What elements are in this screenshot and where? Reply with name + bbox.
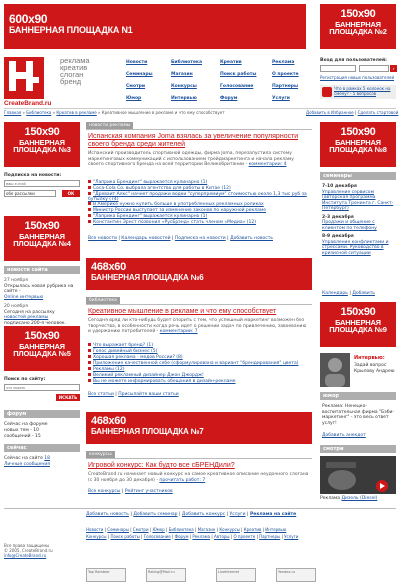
footer-nav-link[interactable]: Партнеры bbox=[259, 534, 281, 539]
counter-rambler[interactable]: Top Rambler bbox=[86, 568, 126, 582]
bullet-icon bbox=[88, 343, 91, 346]
seminars-header: семинары bbox=[320, 172, 396, 180]
interview-title: Интервью: bbox=[354, 355, 385, 361]
slogan-3: слоган bbox=[60, 70, 84, 79]
library-item-link[interactable]: Что выражает бренд? (1) bbox=[93, 343, 153, 348]
counter-liveinternet[interactable]: LiveInternet bbox=[216, 568, 256, 582]
help-title: Что в рамках 5 колонок на смену? - 5 вопросов bbox=[334, 86, 391, 96]
news-item-link[interactable]: "Древаит Алкс" начнет продажи водки "суперпремиум" стоимостью около 1,3 тыс руб за бутылку (74) bbox=[88, 192, 307, 202]
footer-nav-link[interactable]: Интервью bbox=[265, 527, 287, 532]
banner-text-2: ПЛОЩАДКА №5 bbox=[13, 349, 71, 359]
banner-9[interactable] bbox=[320, 302, 396, 347]
site-news-date-1: 27 ноября bbox=[4, 278, 28, 283]
banner-text-1: БАННЕРНАЯ bbox=[335, 19, 381, 29]
help-icon bbox=[322, 87, 332, 97]
nav-shop[interactable]: Магазин bbox=[171, 72, 193, 77]
nav-forum[interactable]: Форум bbox=[220, 96, 238, 101]
seminar-date-2: 2-3 декабря bbox=[322, 214, 354, 220]
library-item-link[interactable]: Голос дивейный бизнес (5) bbox=[93, 349, 158, 354]
help-box[interactable] bbox=[320, 85, 396, 99]
bullet-icon bbox=[88, 373, 91, 376]
nav-vote[interactable]: Голосование bbox=[220, 84, 254, 89]
footer-nav-link[interactable]: Конкурсы bbox=[219, 527, 240, 532]
footer-advertising[interactable]: Реклама на сайте bbox=[249, 512, 297, 517]
banner-size: 150x90 bbox=[24, 126, 60, 138]
library-intro bbox=[88, 318, 310, 335]
watch-header: смотри bbox=[320, 445, 396, 453]
subscribe-select-value: обе рассылки bbox=[6, 191, 35, 196]
footer-nav-link[interactable]: Креатив bbox=[243, 527, 262, 532]
banner-size: 600x90 bbox=[9, 12, 48, 26]
news-footer: Все новости | Календарь новостей | Подписка на новости | Добавить новость bbox=[88, 236, 273, 241]
news-item[interactable] bbox=[88, 192, 310, 202]
banner-text: БАННЕРНАЯ ПЛОЩАДКА №6 bbox=[91, 272, 204, 282]
nav-ads[interactable]: Реклама bbox=[272, 60, 295, 65]
bullet-icon bbox=[88, 208, 91, 211]
search-input[interactable] bbox=[4, 384, 80, 391]
logo-mark-icon bbox=[4, 57, 44, 99]
footer-nav-link[interactable]: Семинары bbox=[107, 527, 129, 532]
library-footer: Все статьи | Присылайте ваши статьи bbox=[88, 392, 179, 397]
nav-watch[interactable]: Смотри bbox=[126, 84, 146, 89]
copyright-email[interactable]: info@CreateBrand.ru bbox=[4, 553, 47, 558]
bullet-icon bbox=[88, 192, 91, 195]
person-icon bbox=[320, 353, 350, 387]
library-headline[interactable]: Креативное мышление в рекламе и что ему способствует bbox=[88, 308, 277, 315]
copyright-rights: Все права защищены bbox=[4, 543, 50, 548]
add-joke-link[interactable]: Добавить анекдот bbox=[322, 433, 366, 438]
now-count[interactable]: 18 bbox=[44, 456, 51, 461]
news-item-link[interactable]: "Лаприка Брендинг" выражается кулинарно (1) bbox=[93, 180, 208, 185]
watch-caption-link[interactable]: Дизель (Diesel) bbox=[341, 496, 378, 501]
login-button[interactable]: › bbox=[390, 65, 397, 72]
news-item-link[interactable]: Coca-Cola Co. выбрала агентство для работы в Китае (12) bbox=[93, 186, 231, 191]
subscribe-select[interactable] bbox=[4, 190, 56, 197]
banner-text-2: ПЛОЩАДКА №4 bbox=[13, 239, 71, 249]
banner-4[interactable] bbox=[4, 216, 80, 261]
site-news-date-2: 20 ноября bbox=[4, 304, 28, 309]
banner-size: 150x90 bbox=[340, 126, 376, 138]
contests-intro bbox=[88, 472, 310, 483]
now-header: сейчас bbox=[4, 444, 80, 452]
add-news-link[interactable]: Добавить новость bbox=[230, 236, 273, 241]
library-list bbox=[88, 343, 310, 385]
library-comments-link[interactable]: комментарии: 7 bbox=[159, 329, 198, 334]
banner-5[interactable] bbox=[4, 326, 80, 371]
footer-add-seminar[interactable]: Добавить семинар bbox=[133, 512, 178, 517]
news-list bbox=[88, 180, 310, 226]
bullet-icon bbox=[88, 349, 91, 352]
breadcrumb-current: Креативное мышление в рекламе и что ему способствует bbox=[101, 110, 225, 115]
footer-nav-link[interactable]: Конкурсы bbox=[86, 534, 107, 539]
top-divider bbox=[4, 108, 396, 109]
breadcrumb: Главная » Библиотека » Креатив в рекламе » Креативное мышление в рекламе и что ему способствует bbox=[4, 110, 225, 115]
news-item[interactable] bbox=[88, 220, 310, 226]
news-header: новости рекламы bbox=[86, 122, 133, 129]
banner-text-1: БАННЕРНАЯ bbox=[335, 317, 381, 327]
footer-divider bbox=[4, 508, 396, 509]
banner-6[interactable] bbox=[86, 258, 312, 290]
seminars-calendar-link[interactable]: Календарь bbox=[322, 291, 348, 296]
subscribe-button[interactable]: ОК bbox=[62, 190, 80, 197]
video-thumb-icon bbox=[320, 456, 396, 494]
library-item-link[interactable]: Приложение качественной себе (сформулирована и вариант "брендирования" цвета) bbox=[93, 361, 299, 366]
library-header: библиотека bbox=[86, 297, 120, 304]
banner-1[interactable] bbox=[4, 4, 306, 49]
bullet-icon bbox=[88, 180, 91, 183]
contests-intro-text: CreateBrand.ru начинает новый конкурс на самое креативное описание неудачного слогана (с 30 ноября до 30 декабря) - bbox=[88, 472, 309, 483]
footer-nav-link[interactable]: Голосование bbox=[143, 534, 171, 539]
news-comments-link[interactable]: комментарии: 4 bbox=[248, 162, 287, 167]
site-news-text-1: Открылась новая рубрика на сайте - bbox=[4, 283, 74, 294]
banner-text: БАННЕРНАЯ ПЛОЩАДКА №7 bbox=[91, 426, 204, 436]
banner-3[interactable] bbox=[4, 122, 80, 167]
bullet-icon bbox=[88, 202, 91, 205]
nav-seminars[interactable]: Семинары bbox=[126, 72, 153, 77]
add-favorites-link[interactable]: Добавить в Избранное bbox=[306, 110, 354, 115]
contests-divider bbox=[86, 458, 312, 459]
logo-name: CreateBrand.ru bbox=[4, 100, 52, 107]
slogan-1: реклама bbox=[60, 56, 90, 65]
news-subscribe-link[interactable]: Подписка на новости bbox=[174, 236, 226, 241]
news-headline[interactable]: Испанская компания Joma взялась за увеличение популярности своего бренда среди жителей bbox=[88, 133, 299, 148]
logo[interactable] bbox=[4, 57, 116, 107]
site-news-text-2: Сегодня на рассылку bbox=[4, 309, 55, 315]
bullet-icon bbox=[88, 361, 91, 364]
seminar-link-2[interactable]: Продажи и общение с клиентом по телефону bbox=[322, 220, 377, 231]
subscribe-email-input[interactable] bbox=[4, 180, 80, 187]
footer-nav-1: Новости | Семинары | Смотри | Юмор | Библиотека | Магазин | Конкурсы | Креатив | Интервью bbox=[86, 527, 287, 532]
banner-text-1: БАННЕРНАЯ bbox=[335, 137, 381, 147]
breadcrumb-library[interactable]: Библиотека bbox=[26, 110, 52, 115]
site-news-header: новости сайта bbox=[4, 266, 80, 274]
humor-header: юмор bbox=[320, 392, 396, 400]
banner-text-1: БАННЕРНАЯ bbox=[19, 137, 65, 147]
footer-nav-link[interactable]: Реклама bbox=[192, 534, 211, 539]
breadcrumb-creative[interactable]: Креатив в рекламе bbox=[56, 110, 97, 115]
site-news-link-1[interactable]: Online интервью bbox=[4, 294, 44, 300]
seminars-list bbox=[322, 184, 396, 256]
footer-nav-link[interactable]: Юмор bbox=[152, 527, 165, 532]
all-news-link[interactable]: Все новости bbox=[88, 236, 117, 241]
banner-7[interactable] bbox=[86, 412, 312, 444]
banner-text-2: ПЛОЩАДКА №3 bbox=[13, 145, 71, 155]
footer-nav-link[interactable]: Поиск работы bbox=[110, 534, 140, 539]
bullet-icon bbox=[88, 186, 91, 189]
banner-text-2: ПЛОЩАДКА №2 bbox=[329, 27, 387, 37]
library-item[interactable] bbox=[88, 379, 310, 385]
library-item-link[interactable]: Великий рекламный дизайнер Джон Джордж! bbox=[93, 373, 204, 378]
banner-8[interactable] bbox=[320, 122, 396, 167]
banner-text-2: ПЛОЩАДКА №9 bbox=[329, 325, 387, 335]
news-divider bbox=[86, 129, 312, 130]
nav-creative[interactable]: Креатив bbox=[220, 60, 242, 65]
now-text: Сейчас на сайте bbox=[4, 456, 43, 461]
watch-caption bbox=[320, 496, 377, 502]
news-calendar-link[interactable]: Календарь новостей bbox=[121, 236, 171, 241]
login-input[interactable] bbox=[320, 65, 356, 72]
banner-size: 150x90 bbox=[340, 8, 376, 20]
login-label: Вход для пользователей: bbox=[320, 58, 387, 63]
seminars-footer: Календарь | Добавить bbox=[322, 291, 375, 296]
bullet-icon bbox=[88, 355, 91, 358]
forum-line-1: Сейчас на форуме bbox=[4, 422, 48, 427]
nav-services[interactable]: Услуги bbox=[272, 96, 290, 101]
banner-text-1: БАННЕРНАЯ bbox=[19, 231, 65, 241]
footer-add-news[interactable]: Добавить новость bbox=[86, 512, 129, 517]
library-divider bbox=[86, 304, 312, 305]
seminars-add-link[interactable]: Добавить bbox=[352, 291, 375, 296]
contests-headline[interactable]: Игровой конкурс: Как будто все сБРЕНДили? bbox=[88, 462, 235, 469]
interview-photo[interactable] bbox=[320, 353, 350, 387]
rating-link[interactable]: Рейтинг участников bbox=[124, 489, 173, 494]
banner-size: 150x90 bbox=[24, 330, 60, 342]
forum-line-2: новых тем - 10 bbox=[4, 428, 39, 433]
footer-links: Добавить новость | Добавить семинар | Добавить конкурс | Услуги | Реклама на сайте bbox=[86, 512, 297, 517]
now-box bbox=[4, 456, 80, 468]
humor-text: Реклама: Ненецко-воспитательная фирма "Бэби-маркетинг" - это весь ответ услуг! bbox=[322, 404, 395, 426]
top-utility: Добавить в Избранное | Сделать стартовой bbox=[306, 110, 399, 115]
set-homepage-link[interactable]: Сделать стартовой bbox=[357, 110, 399, 115]
library-item-link[interactable]: Рекламы (12) bbox=[93, 367, 125, 372]
bullet-icon bbox=[88, 220, 91, 223]
library-intro-text: Сегодня вряд ли кто-нибудь будет спорить с тем, что успешный маркетинг возможен без творчества, в особенности когда речь идет о решении задач по привлечению, завоеванию и удержанию потребителей - bbox=[88, 318, 307, 334]
news-intro bbox=[88, 151, 310, 168]
nav-contests[interactable]: Конкурсы bbox=[171, 84, 197, 89]
all-articles-link[interactable]: Все статьи bbox=[88, 392, 114, 397]
bullet-icon bbox=[88, 367, 91, 370]
banner-size: 150x90 bbox=[24, 220, 60, 232]
counter-mailru[interactable]: Rating@Mail.ru bbox=[146, 568, 186, 582]
contests-footer: Все конкурсы | Рейтинг участников bbox=[88, 489, 173, 494]
seminar-date-3: 8-9 декабря bbox=[322, 234, 354, 239]
nav-humor[interactable]: Юмор bbox=[126, 96, 142, 101]
nav-library[interactable]: Библиотека bbox=[171, 60, 203, 65]
slogan-4: бренд bbox=[60, 77, 82, 86]
footer-nav-2: Конкурсы | Поиск работы | Голосование | Форум | Реклама | Авторы | О проекте | Партнеры | Услуги bbox=[86, 534, 299, 539]
news-item-link[interactable]: В Америке нужно купить больше в употребленных рекламных роликах bbox=[93, 202, 264, 207]
banner-text-1: БАННЕРНАЯ bbox=[19, 341, 65, 351]
site-news-list bbox=[4, 278, 80, 326]
interview-text[interactable]: Задай вопрос Крылову Андрею bbox=[354, 363, 395, 374]
seminar-link-1[interactable]: Управление сервисом (авторская программа Института Тренинга г. Санкт-Петербург) bbox=[322, 189, 394, 211]
logo-slogan bbox=[60, 57, 90, 85]
contests-header: конкурсы bbox=[86, 451, 115, 458]
library-item-link[interactable]: Хорошая реклама - медов России? (8) bbox=[93, 355, 183, 360]
bullet-icon bbox=[88, 214, 91, 217]
copyright bbox=[4, 543, 53, 558]
news-item-link[interactable]: Константин Эрнст позвонил «РусБрэнд» стать членом «Медиа» (12) bbox=[93, 220, 256, 225]
site-news-text-2b: подписано 200-я человек. bbox=[4, 320, 67, 326]
footer-add-contest[interactable]: Добавить конкурс bbox=[181, 512, 226, 517]
register-link[interactable]: Регистрация новых пользователей bbox=[320, 75, 395, 80]
all-contests-link[interactable]: Все конкурсы bbox=[88, 489, 121, 494]
nav-jobs[interactable]: Поиск работы bbox=[220, 72, 257, 77]
seminar-date-1: 7-10 декабря bbox=[322, 184, 357, 189]
banner-2[interactable] bbox=[320, 4, 396, 49]
news-item-link[interactable]: Министр России выступает за изменение законов по наружной рекламе bbox=[93, 208, 267, 213]
counter-yandex[interactable]: Yandex.ru bbox=[276, 568, 316, 582]
subscribe-title: Подписка на новости: bbox=[4, 173, 62, 178]
slogan-2: креатив bbox=[60, 63, 88, 72]
forum-header: форум bbox=[4, 410, 80, 418]
breadcrumb-home[interactable]: Главная bbox=[4, 110, 22, 115]
nav-news[interactable]: Новости bbox=[126, 60, 148, 65]
private-messages-link[interactable]: Личные сообщения bbox=[4, 462, 50, 467]
banner-size: 468x60 bbox=[91, 261, 126, 273]
library-item-link[interactable]: Вы не можете информировать обещания в дизайн-рекламе bbox=[93, 379, 236, 384]
contests-more-link[interactable]: прочитать работ: 7 bbox=[159, 477, 206, 483]
search-title: Поиск по сайту: bbox=[4, 377, 46, 382]
footer-nav-link[interactable]: Услуги bbox=[284, 534, 299, 539]
watch-video[interactable] bbox=[320, 456, 396, 494]
search-button[interactable]: ИСКАТЬ bbox=[56, 394, 80, 401]
nav-interview[interactable]: Интервью bbox=[171, 96, 197, 101]
news-item-link[interactable]: "Лаприка Брендинг" выражается кулинарно (1) bbox=[93, 214, 208, 219]
footer-nav-link[interactable]: Магазин bbox=[197, 527, 216, 532]
footer-services[interactable]: Услуги bbox=[229, 512, 246, 517]
password-input[interactable] bbox=[359, 65, 389, 72]
news-intro-text: Испанский производитель спортивной одежды, фирма Joma, перезапустила систему маркетинговых коммуникаций с использованием трейдмаркетинга и начала рекламу своего спортивного бренда на всей территории Великобритании - bbox=[88, 151, 294, 167]
nav-partners[interactable]: Партнеры bbox=[272, 84, 299, 89]
footer-nav-link[interactable]: Новости bbox=[86, 527, 104, 532]
forum-box bbox=[4, 422, 80, 440]
send-articles-link[interactable]: Присылайте ваши статьи bbox=[118, 392, 179, 397]
footer-nav-link[interactable]: О проекте bbox=[233, 534, 256, 539]
footer-nav-link[interactable]: Смотри bbox=[132, 527, 149, 532]
seminar-link-3[interactable]: Управление конфликтами и стрессами. Руководство в кризисной ситуации bbox=[322, 239, 389, 256]
copyright-year: © 2005, CreateBrand.ru bbox=[4, 548, 53, 553]
banner-size: 150x90 bbox=[340, 306, 376, 318]
footer-nav-link[interactable]: Библиотека bbox=[168, 527, 194, 532]
bullet-icon bbox=[88, 379, 91, 382]
watch-caption-text: Реклама bbox=[320, 496, 340, 501]
nav-about[interactable]: О проекте bbox=[272, 72, 299, 77]
banner-text: БАННЕРНАЯ ПЛОЩАДКА N1 bbox=[9, 24, 133, 35]
forum-line-3: сообщений - 15 bbox=[4, 434, 41, 439]
banner-text-2: ПЛОЩАДКА №8 bbox=[329, 145, 387, 155]
footer-nav-link[interactable]: Авторы bbox=[214, 534, 230, 539]
footer-nav-link[interactable]: Форум bbox=[174, 534, 189, 539]
banner-size: 468x60 bbox=[91, 415, 126, 427]
site-news-link-2[interactable]: новостей рекламы bbox=[4, 315, 49, 320]
